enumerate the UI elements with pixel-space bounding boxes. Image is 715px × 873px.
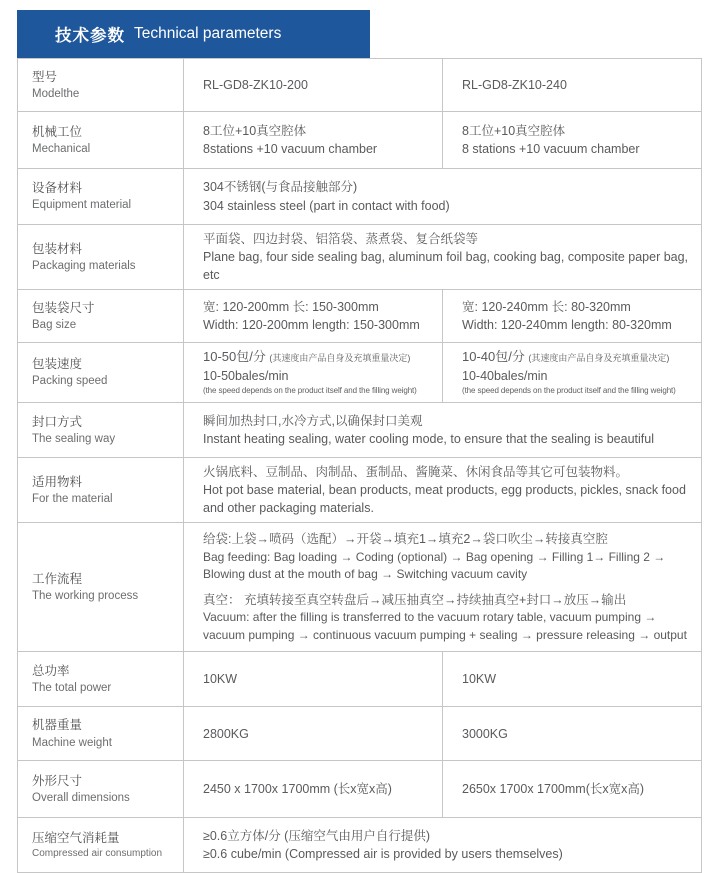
row-label-zh: 封口方式 bbox=[32, 414, 83, 429]
row-label-model bbox=[18, 59, 184, 112]
row-label-zh: 型号 bbox=[32, 69, 58, 84]
process-bag-feeding bbox=[203, 530, 691, 583]
overall-dimensions-value-2 bbox=[443, 761, 702, 818]
row-label-en: Packing speed bbox=[32, 375, 108, 388]
speed-note-en: (the speed depends on the product itself and the filling weight) bbox=[203, 386, 417, 396]
cell-text: RL-GD8-ZK10-240 bbox=[462, 77, 567, 92]
process-vacuum-zh: 真空： 充填转接至真空转盘后→减压抽真空→持续抽真空+封口→放压→输出 bbox=[203, 593, 627, 608]
cell-text: 2450 x 1700x 1700mm (长x宽x高) bbox=[203, 782, 392, 797]
for-material-value bbox=[184, 457, 702, 522]
cell-text-en: Width: 120-240mm length: 80-320mm bbox=[462, 318, 672, 333]
header-title-zh: 技术参数 bbox=[55, 27, 125, 45]
air-consumption-value bbox=[184, 818, 702, 873]
table-row-machine-weight bbox=[18, 707, 702, 761]
table-row-equipment-material bbox=[18, 169, 702, 225]
mechanical-value-2 bbox=[443, 112, 702, 169]
table-row-mechanical bbox=[18, 112, 702, 169]
speed-main-zh: 10-40包/分 bbox=[462, 349, 525, 365]
row-label-en: The working process bbox=[32, 590, 139, 603]
row-label-total-power bbox=[18, 652, 184, 707]
cell-text: RL-GD8-ZK10-200 bbox=[203, 77, 308, 92]
cell-text-zh: 平面袋、四边封袋、铝箔袋、蒸煮袋、复合纸袋等 bbox=[203, 232, 479, 246]
row-label-en: Compressed air consumption bbox=[32, 848, 163, 860]
cell-text-zh: 宽: 120-240mm 长: 80-320mm bbox=[462, 300, 631, 315]
speed-line-1 bbox=[462, 348, 691, 367]
working-process-value bbox=[184, 523, 702, 652]
row-label-zh: 设备材料 bbox=[32, 181, 83, 196]
cell-text-en: 8 stations +10 vacuum chamber bbox=[462, 142, 640, 156]
row-label-sealing-way bbox=[18, 402, 184, 457]
row-label-zh: 外形尺寸 bbox=[32, 773, 83, 788]
machine-weight-value-1 bbox=[184, 707, 443, 761]
packing-speed-value-2 bbox=[443, 343, 702, 403]
row-label-zh: 包装袋尺寸 bbox=[32, 300, 95, 315]
row-label-equipment-material bbox=[18, 169, 184, 225]
packaging-materials-value bbox=[184, 225, 702, 290]
row-label-en: For the material bbox=[32, 492, 113, 505]
row-label-packing-speed bbox=[18, 343, 184, 403]
row-label-zh: 机器重量 bbox=[32, 718, 83, 733]
process-vacuum bbox=[203, 591, 691, 644]
row-label-packaging-materials bbox=[18, 225, 184, 290]
model-value-1 bbox=[184, 59, 443, 112]
row-label-zh: 工作流程 bbox=[32, 571, 83, 586]
row-label-machine-weight bbox=[18, 707, 184, 761]
speed-note-en: (the speed depends on the product itself and the filling weight) bbox=[462, 386, 676, 396]
bag-size-value-1 bbox=[184, 290, 443, 343]
cell-text-zh: 宽: 120-200mm 长: 150-300mm bbox=[203, 300, 379, 315]
row-label-zh: 总功率 bbox=[32, 663, 70, 678]
table-row-packaging-materials bbox=[18, 225, 702, 290]
row-label-en: The total power bbox=[32, 682, 112, 695]
cell-text-en: Instant heating sealing, water cooling mode, to ensure that the sealing is beautiful bbox=[203, 431, 654, 446]
cell-text-en: ≥0.6 cube/min (Compressed air is provided by users themselves) bbox=[203, 847, 563, 862]
cell-text: 2800KG bbox=[203, 726, 249, 741]
cell-text-en: Plane bag, four side sealing bag, aluminum foil bag, cooking bag, composite paper bag, etc bbox=[203, 250, 689, 283]
table-row-working-process bbox=[18, 523, 702, 652]
row-label-zh: 适用物料 bbox=[32, 474, 83, 489]
speed-line-2: 10-40bales/min bbox=[462, 369, 548, 384]
speed-line-2: 10-50bales/min bbox=[203, 369, 289, 384]
speed-line-1 bbox=[203, 348, 432, 367]
section-header-banner bbox=[17, 10, 370, 58]
machine-weight-value-2 bbox=[443, 707, 702, 761]
sealing-way-value bbox=[184, 402, 702, 457]
cell-text-zh: 304不锈钢(与食品接触部分) bbox=[203, 180, 358, 195]
cell-text-en: 304 stainless steel (part in contact with food) bbox=[203, 198, 450, 213]
table-row-air-consumption bbox=[18, 818, 702, 873]
row-label-en: Modelthe bbox=[32, 87, 80, 100]
row-label-zh: 压缩空气消耗量 bbox=[32, 831, 120, 845]
cell-text-en: 8stations +10 vacuum chamber bbox=[203, 142, 378, 156]
process-vacuum-en: Vacuum: after the filling is transferred to the vacuum rotary table, vacuum pumping → vacuum pumping → continuous vacuum pumping + sealing → pressure releasing → output bbox=[203, 610, 687, 642]
row-label-zh: 机械工位 bbox=[32, 124, 83, 139]
row-label-en: Bag size bbox=[32, 319, 77, 332]
row-label-zh: 包装速度 bbox=[32, 357, 83, 372]
cell-text: 10KW bbox=[462, 672, 497, 687]
table-row-bag-size bbox=[18, 290, 702, 343]
row-label-en: Packaging materials bbox=[32, 259, 136, 272]
speed-note-zh: (其速度由产品自身及充填重量决定) bbox=[269, 353, 411, 364]
cell-text: 10KW bbox=[203, 672, 238, 687]
table-row-total-power bbox=[18, 652, 702, 707]
row-label-air-consumption bbox=[18, 818, 184, 873]
row-label-zh: 包装材料 bbox=[32, 241, 83, 256]
table-row-sealing-way bbox=[18, 402, 702, 457]
table-row-model bbox=[18, 59, 702, 112]
row-label-en: Mechanical bbox=[32, 142, 91, 155]
row-label-en: The sealing way bbox=[32, 432, 116, 445]
header-title-en: Technical parameters bbox=[134, 25, 282, 42]
row-label-for-material bbox=[18, 457, 184, 522]
equipment-material-value bbox=[184, 169, 702, 225]
row-label-en: Machine weight bbox=[32, 736, 112, 749]
process-bag-en: Bag feeding: Bag loading → Coding (optional) → Bag opening → Filling 1→ Filling 2 → Blowing dust at the mouth of bag → Switching vacuum cavity bbox=[203, 549, 666, 581]
table-row-packing-speed bbox=[18, 343, 702, 403]
technical-parameters-table bbox=[17, 58, 702, 873]
cell-text-zh: 8工位+10真空腔体 bbox=[203, 123, 307, 138]
process-bag-zh: 给袋:上袋→喷码（选配）→开袋→填充1→填充2→袋口吹尘→转接真空腔 bbox=[203, 532, 608, 547]
table-row-overall-dimensions bbox=[18, 761, 702, 818]
cell-text-en: Width: 120-200mm length: 150-300mm bbox=[203, 318, 420, 333]
overall-dimensions-value-1 bbox=[184, 761, 443, 818]
bag-size-value-2 bbox=[443, 290, 702, 343]
row-label-en: Overall dimensions bbox=[32, 792, 130, 805]
cell-text-zh: 火锅底料、豆制品、肉制品、蛋制品、酱腌菜、休闲食品等其它可包装物料。 bbox=[203, 464, 629, 479]
speed-note-zh: (其速度由产品自身及充填重量决定) bbox=[528, 353, 670, 364]
cell-text-en: Hot pot base material, bean products, meat products, egg products, pickles, snack food and other packaging materials. bbox=[203, 483, 686, 516]
row-label-bag-size bbox=[18, 290, 184, 343]
row-label-working-process bbox=[18, 523, 184, 652]
row-label-en: Equipment material bbox=[32, 199, 132, 212]
total-power-value-1 bbox=[184, 652, 443, 707]
table-row-for-material bbox=[18, 457, 702, 522]
packing-speed-value-1 bbox=[184, 343, 443, 403]
cell-text: 3000KG bbox=[462, 726, 508, 741]
cell-text-zh: 瞬间加热封口,水冷方式,以确保封口美观 bbox=[203, 413, 423, 428]
total-power-value-2 bbox=[443, 652, 702, 707]
cell-text-zh: 8工位+10真空腔体 bbox=[462, 123, 566, 138]
mechanical-value-1 bbox=[184, 112, 443, 169]
row-label-mechanical bbox=[18, 112, 184, 169]
row-label-overall-dimensions bbox=[18, 761, 184, 818]
speed-main-zh: 10-50包/分 bbox=[203, 349, 266, 365]
cell-text-zh: ≥0.6立方体/分 (压缩空气由用户自行提供) bbox=[203, 829, 431, 844]
cell-text: 2650x 1700x 1700mm(长x宽x高) bbox=[462, 782, 645, 797]
model-value-2 bbox=[443, 59, 702, 112]
